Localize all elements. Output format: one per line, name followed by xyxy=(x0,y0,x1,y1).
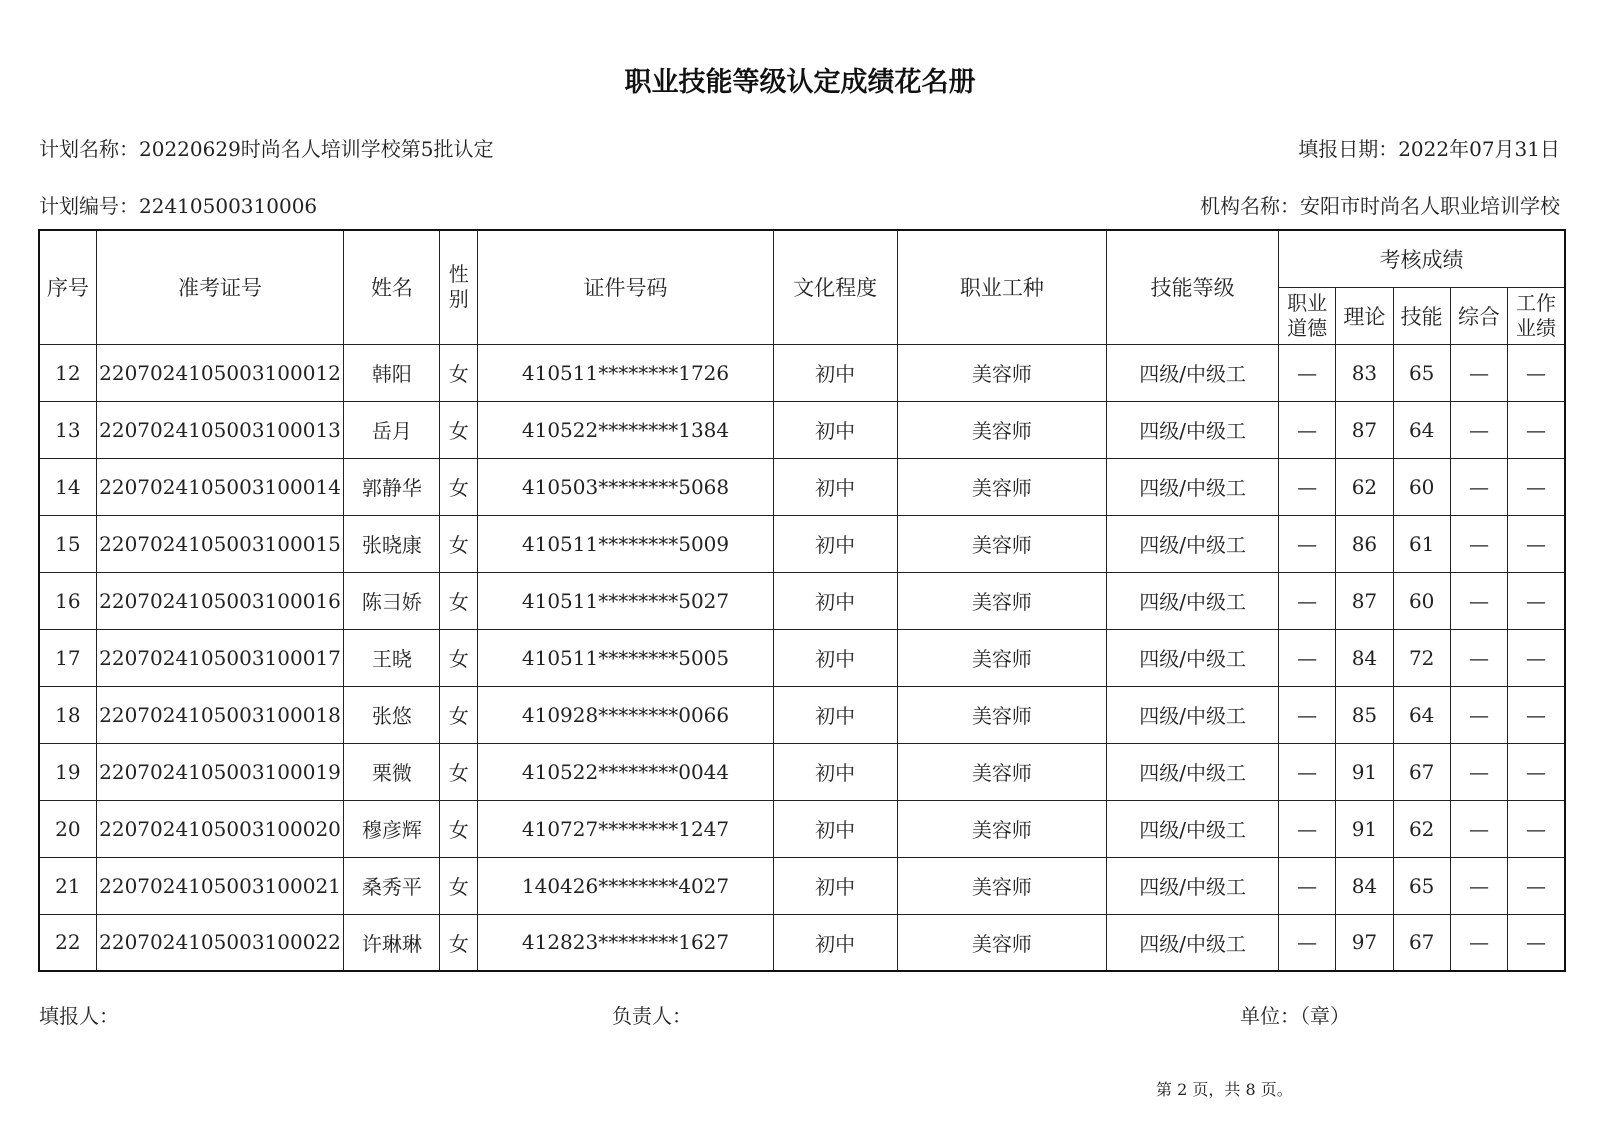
composite-score-cell: — xyxy=(1450,344,1507,401)
document-title: 职业技能等级认定成绩花名册 xyxy=(624,67,976,98)
header-id-number: 证件号码 xyxy=(478,230,774,344)
roster-body xyxy=(39,344,1565,971)
work-score-cell: — xyxy=(1508,401,1565,458)
education-cell: 初中 xyxy=(773,572,897,629)
occupation-cell: 美容师 xyxy=(897,515,1107,572)
name-cell: 桑秀平 xyxy=(344,857,440,914)
gender-cell: 女 xyxy=(440,914,478,971)
seq-cell: 20 xyxy=(39,800,96,857)
seq-cell: 19 xyxy=(39,743,96,800)
education-cell: 初中 xyxy=(773,686,897,743)
occupation-cell: 美容师 xyxy=(897,572,1107,629)
work-score-cell: — xyxy=(1508,515,1565,572)
table-row xyxy=(39,401,1565,458)
composite-score-cell: — xyxy=(1450,401,1507,458)
table-row xyxy=(39,914,1565,971)
ticket-cell: 2207024105003100019 xyxy=(96,743,344,800)
composite-score-cell: — xyxy=(1450,458,1507,515)
skill-score-cell: 64 xyxy=(1393,686,1450,743)
education-cell: 初中 xyxy=(773,515,897,572)
id-number-cell: 410928********0066 xyxy=(478,686,774,743)
header-skill: 技能 xyxy=(1393,287,1450,344)
page-indicator: 第 2 页，共 8 页。 xyxy=(1156,1080,1293,1099)
skill-level-cell: 四级/中级工 xyxy=(1107,458,1279,515)
seq-cell: 21 xyxy=(39,857,96,914)
gender-cell: 女 xyxy=(440,686,478,743)
skill-score-cell: 67 xyxy=(1393,743,1450,800)
skill-score-cell: 60 xyxy=(1393,572,1450,629)
skill-score-cell: 65 xyxy=(1393,344,1450,401)
table-row xyxy=(39,515,1565,572)
ticket-cell: 2207024105003100021 xyxy=(96,857,344,914)
skill-level-cell: 四级/中级工 xyxy=(1107,572,1279,629)
ethics-score-cell: — xyxy=(1279,686,1336,743)
seq-cell: 17 xyxy=(39,629,96,686)
work-score-cell: — xyxy=(1508,572,1565,629)
header-seq: 序号 xyxy=(39,230,96,344)
table-row xyxy=(39,800,1565,857)
occupation-cell: 美容师 xyxy=(897,914,1107,971)
filler-label: 填报人： xyxy=(39,1004,119,1028)
work-score-cell: — xyxy=(1508,686,1565,743)
ticket-cell: 2207024105003100016 xyxy=(96,572,344,629)
work-score-cell: — xyxy=(1508,743,1565,800)
skill-level-cell: 四级/中级工 xyxy=(1107,629,1279,686)
education-cell: 初中 xyxy=(773,857,897,914)
organization-name: 机构名称：安阳市时尚名人职业培训学校 xyxy=(1200,194,1560,218)
name-cell: 栗微 xyxy=(344,743,440,800)
name-cell: 陈彐娇 xyxy=(344,572,440,629)
composite-score-cell: — xyxy=(1450,914,1507,971)
skill-level-cell: 四级/中级工 xyxy=(1107,743,1279,800)
skill-level-cell: 四级/中级工 xyxy=(1107,914,1279,971)
name-cell: 张悠 xyxy=(344,686,440,743)
gender-cell: 女 xyxy=(440,629,478,686)
skill-level-cell: 四级/中级工 xyxy=(1107,515,1279,572)
theory-score-cell: 91 xyxy=(1336,743,1393,800)
header-ethics: 职业道德 xyxy=(1279,287,1336,344)
work-score-cell: — xyxy=(1508,458,1565,515)
ethics-score-cell: — xyxy=(1279,743,1336,800)
composite-score-cell: — xyxy=(1450,800,1507,857)
table-row xyxy=(39,572,1565,629)
theory-score-cell: 97 xyxy=(1336,914,1393,971)
score-roster-table xyxy=(38,229,1566,972)
theory-score-cell: 87 xyxy=(1336,401,1393,458)
occupation-cell: 美容师 xyxy=(897,401,1107,458)
id-number-cell: 412823********1627 xyxy=(478,914,774,971)
gender-cell: 女 xyxy=(440,401,478,458)
theory-score-cell: 91 xyxy=(1336,800,1393,857)
theory-score-cell: 87 xyxy=(1336,572,1393,629)
ticket-cell: 2207024105003100014 xyxy=(96,458,344,515)
skill-score-cell: 61 xyxy=(1393,515,1450,572)
ethics-score-cell: — xyxy=(1279,800,1336,857)
skill-level-cell: 四级/中级工 xyxy=(1107,857,1279,914)
header-education: 文化程度 xyxy=(773,230,897,344)
skill-score-cell: 64 xyxy=(1393,401,1450,458)
composite-score-cell: — xyxy=(1450,572,1507,629)
table-row xyxy=(39,857,1565,914)
skill-level-cell: 四级/中级工 xyxy=(1107,401,1279,458)
gender-cell: 女 xyxy=(440,572,478,629)
skill-score-cell: 60 xyxy=(1393,458,1450,515)
occupation-cell: 美容师 xyxy=(897,857,1107,914)
gender-cell: 女 xyxy=(440,458,478,515)
seq-cell: 12 xyxy=(39,344,96,401)
name-cell: 郭静华 xyxy=(344,458,440,515)
unit-seal-label: 单位：（章） xyxy=(1240,1004,1350,1028)
seq-cell: 18 xyxy=(39,686,96,743)
header-skill-level: 技能等级 xyxy=(1107,230,1279,344)
ticket-cell: 2207024105003100018 xyxy=(96,686,344,743)
education-cell: 初中 xyxy=(773,800,897,857)
composite-score-cell: — xyxy=(1450,629,1507,686)
work-score-cell: — xyxy=(1508,629,1565,686)
table-row xyxy=(39,686,1565,743)
theory-score-cell: 86 xyxy=(1336,515,1393,572)
gender-cell: 女 xyxy=(440,743,478,800)
id-number-cell: 410511********1726 xyxy=(478,344,774,401)
ticket-cell: 2207024105003100012 xyxy=(96,344,344,401)
plan-number: 计划编号：22410500310006 xyxy=(39,194,318,218)
id-number-cell: 410522********1384 xyxy=(478,401,774,458)
seq-cell: 13 xyxy=(39,401,96,458)
seq-cell: 22 xyxy=(39,914,96,971)
ethics-score-cell: — xyxy=(1279,914,1336,971)
name-cell: 韩阳 xyxy=(344,344,440,401)
id-number-cell: 410511********5005 xyxy=(478,629,774,686)
ethics-score-cell: — xyxy=(1279,458,1336,515)
work-score-cell: — xyxy=(1508,344,1565,401)
id-number-cell: 140426********4027 xyxy=(478,857,774,914)
ticket-cell: 2207024105003100017 xyxy=(96,629,344,686)
occupation-cell: 美容师 xyxy=(897,344,1107,401)
education-cell: 初中 xyxy=(773,914,897,971)
theory-score-cell: 84 xyxy=(1336,857,1393,914)
skill-level-cell: 四级/中级工 xyxy=(1107,686,1279,743)
name-cell: 张晓康 xyxy=(344,515,440,572)
header-work: 工作业绩 xyxy=(1508,287,1565,344)
ticket-cell: 2207024105003100022 xyxy=(96,914,344,971)
ethics-score-cell: — xyxy=(1279,401,1336,458)
occupation-cell: 美容师 xyxy=(897,458,1107,515)
skill-score-cell: 62 xyxy=(1393,800,1450,857)
composite-score-cell: — xyxy=(1450,743,1507,800)
id-number-cell: 410511********5027 xyxy=(478,572,774,629)
composite-score-cell: — xyxy=(1450,857,1507,914)
report-date: 填报日期：2022年07月31日 xyxy=(1298,137,1560,161)
table-row xyxy=(39,629,1565,686)
work-score-cell: — xyxy=(1508,914,1565,971)
id-number-cell: 410511********5009 xyxy=(478,515,774,572)
header-ticket: 准考证号 xyxy=(96,230,344,344)
education-cell: 初中 xyxy=(773,629,897,686)
theory-score-cell: 85 xyxy=(1336,686,1393,743)
name-cell: 许琳琳 xyxy=(344,914,440,971)
gender-cell: 女 xyxy=(440,515,478,572)
work-score-cell: — xyxy=(1508,857,1565,914)
supervisor-label: 负责人： xyxy=(612,1004,692,1028)
seq-cell: 15 xyxy=(39,515,96,572)
occupation-cell: 美容师 xyxy=(897,800,1107,857)
id-number-cell: 410503********5068 xyxy=(478,458,774,515)
ethics-score-cell: — xyxy=(1279,857,1336,914)
id-number-cell: 410727********1247 xyxy=(478,800,774,857)
ticket-cell: 2207024105003100013 xyxy=(96,401,344,458)
ethics-score-cell: — xyxy=(1279,515,1336,572)
gender-cell: 女 xyxy=(440,857,478,914)
work-score-cell: — xyxy=(1508,800,1565,857)
plan-name: 计划名称：20220629时尚名人培训学校第5批认定 xyxy=(39,137,494,161)
ticket-cell: 2207024105003100020 xyxy=(96,800,344,857)
theory-score-cell: 83 xyxy=(1336,344,1393,401)
theory-score-cell: 62 xyxy=(1336,458,1393,515)
skill-score-cell: 67 xyxy=(1393,914,1450,971)
ethics-score-cell: — xyxy=(1279,344,1336,401)
skill-level-cell: 四级/中级工 xyxy=(1107,344,1279,401)
education-cell: 初中 xyxy=(773,458,897,515)
header-theory: 理论 xyxy=(1336,287,1393,344)
education-cell: 初中 xyxy=(773,344,897,401)
occupation-cell: 美容师 xyxy=(897,629,1107,686)
composite-score-cell: — xyxy=(1450,515,1507,572)
composite-score-cell: — xyxy=(1450,686,1507,743)
table-row xyxy=(39,743,1565,800)
education-cell: 初中 xyxy=(773,401,897,458)
education-cell: 初中 xyxy=(773,743,897,800)
table-row xyxy=(39,458,1565,515)
name-cell: 岳月 xyxy=(344,401,440,458)
ethics-score-cell: — xyxy=(1279,572,1336,629)
occupation-cell: 美容师 xyxy=(897,686,1107,743)
skill-score-cell: 65 xyxy=(1393,857,1450,914)
gender-cell: 女 xyxy=(440,344,478,401)
name-cell: 穆彦辉 xyxy=(344,800,440,857)
id-number-cell: 410522********0044 xyxy=(478,743,774,800)
header-occupation: 职业工种 xyxy=(897,230,1107,344)
header-gender: 性别 xyxy=(440,230,478,344)
header-composite: 综合 xyxy=(1450,287,1507,344)
header-name: 姓名 xyxy=(344,230,440,344)
ethics-score-cell: — xyxy=(1279,629,1336,686)
header-scores: 考核成绩 xyxy=(1279,230,1565,287)
seq-cell: 14 xyxy=(39,458,96,515)
gender-cell: 女 xyxy=(440,800,478,857)
ticket-cell: 2207024105003100015 xyxy=(96,515,344,572)
name-cell: 王晓 xyxy=(344,629,440,686)
table-row xyxy=(39,344,1565,401)
seq-cell: 16 xyxy=(39,572,96,629)
skill-level-cell: 四级/中级工 xyxy=(1107,800,1279,857)
skill-score-cell: 72 xyxy=(1393,629,1450,686)
occupation-cell: 美容师 xyxy=(897,743,1107,800)
theory-score-cell: 84 xyxy=(1336,629,1393,686)
